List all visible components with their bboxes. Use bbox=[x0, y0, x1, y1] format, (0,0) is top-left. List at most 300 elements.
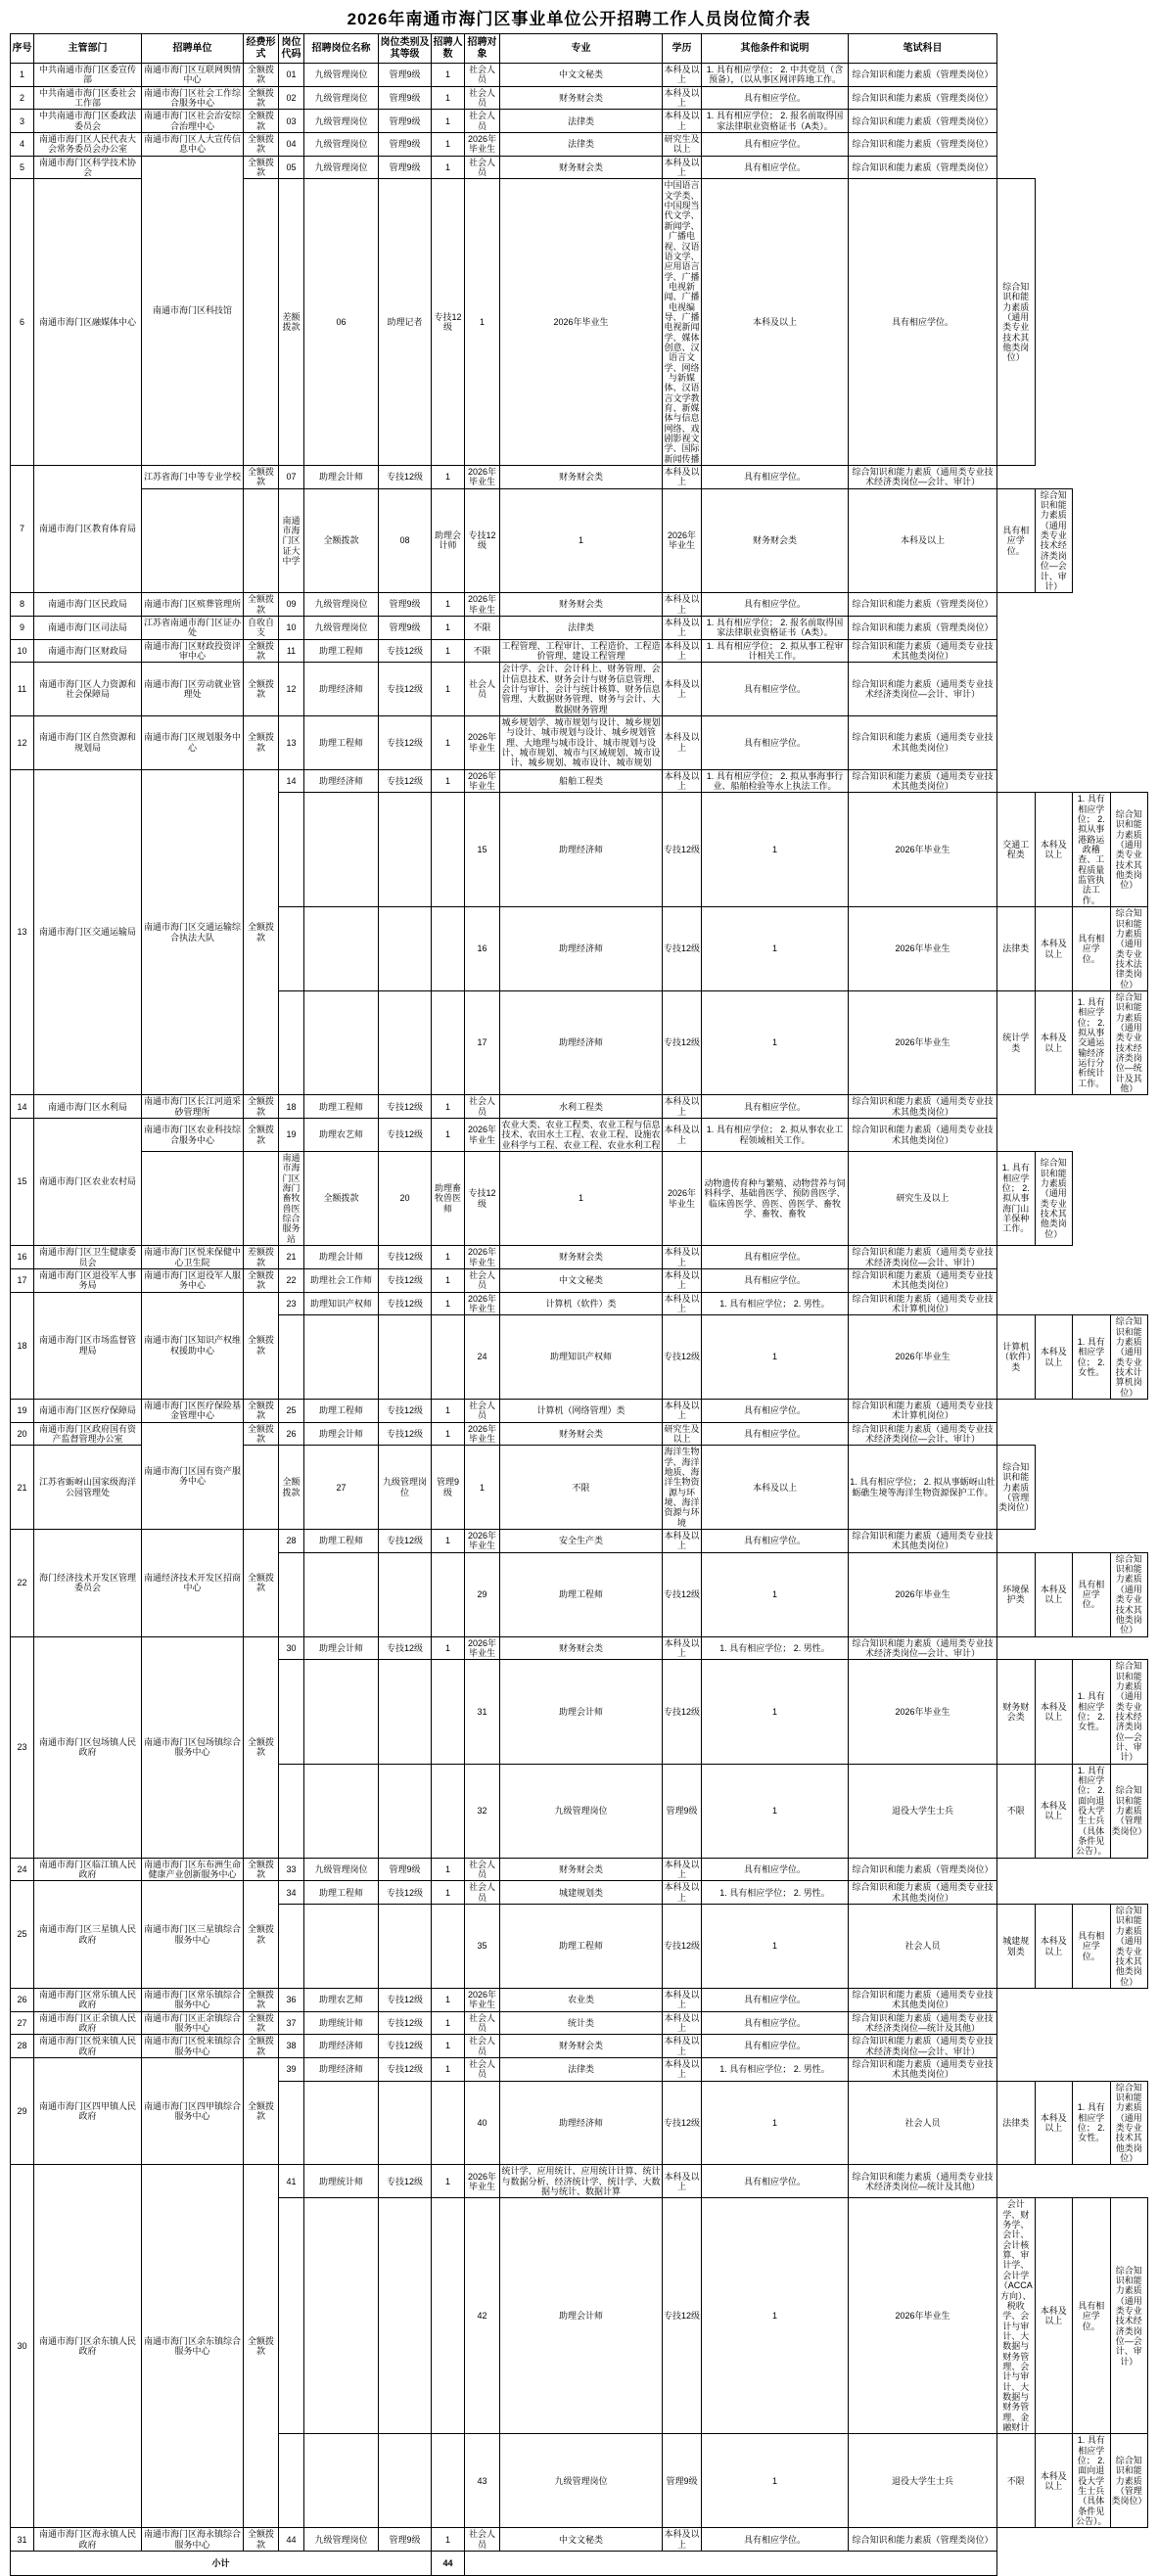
cell-other: 1. 具有相应学位； 2. 女性。 bbox=[1073, 2081, 1111, 2165]
cell-level: 专技12级 bbox=[379, 1246, 432, 1269]
cell-edu: 本科及以上 bbox=[1035, 2434, 1073, 2528]
cell-dept bbox=[304, 2081, 379, 2165]
cell-major: 财务财会类 bbox=[500, 86, 663, 110]
cell-level: 专技12级 bbox=[379, 715, 432, 769]
cell-post: 九级管理岗位 bbox=[304, 86, 379, 110]
cell-level: 专技12级 bbox=[379, 1292, 432, 1315]
cell-other: 具有相应学位。 bbox=[702, 86, 849, 110]
cell-unit bbox=[379, 1905, 432, 1989]
col-header-edu: 学历 bbox=[663, 34, 702, 64]
cell-fund: 全额拨款 bbox=[244, 769, 279, 1095]
cell-target: 2026年毕业生 bbox=[849, 1660, 997, 1764]
cell-fund: 全额拨款 bbox=[244, 1881, 279, 1988]
table-header-row bbox=[11, 34, 1148, 64]
cell-no bbox=[279, 990, 304, 1094]
cell-fund bbox=[432, 907, 465, 991]
col-header-post: 招聘岗位名称 bbox=[304, 34, 379, 64]
cell-target: 社会人员 bbox=[465, 156, 500, 179]
cell-fund: 全额拨款 bbox=[304, 488, 379, 592]
table-row bbox=[11, 466, 1148, 489]
cell-edu: 本科及以上 bbox=[664, 2058, 700, 2080]
cell-post: 助理会计师 bbox=[304, 466, 379, 489]
cell-level: 管理9级 bbox=[379, 1858, 432, 1881]
cell-code: 19 bbox=[279, 1119, 304, 1152]
cell-target: 2026年毕业生 bbox=[465, 1636, 500, 1660]
cell-unit: 南通市海门区人大宣传信息中心 bbox=[142, 133, 244, 157]
cell-unit bbox=[379, 990, 432, 1094]
table-row bbox=[11, 1246, 1148, 1269]
cell-post: 助理知识产权师 bbox=[304, 1292, 379, 1315]
table-body bbox=[11, 64, 1148, 2552]
cell-fund: 全额拨款 bbox=[244, 2165, 279, 2528]
cell-no bbox=[279, 1905, 304, 1989]
table-row bbox=[11, 488, 1148, 592]
cell-dept: 南通市海门区海永镇人民政府 bbox=[34, 2528, 142, 2552]
cell-other: 1. 具有相应学位； 2. 拟从事海门山羊保种工作。 bbox=[997, 1152, 1036, 1246]
table-row bbox=[11, 1422, 1148, 1446]
cell-fund: 全额拨款 bbox=[279, 1446, 304, 1530]
cell-post: 助理工程师 bbox=[500, 1552, 663, 1636]
cell-other: 具有相应学位。 bbox=[1073, 1905, 1111, 1989]
cell-level: 专技12级 bbox=[663, 1552, 702, 1636]
cell-exam: 综合知识和能力素质（通用类专业技术其他类岗位） bbox=[1110, 793, 1148, 907]
cell-major: 统计类 bbox=[500, 2011, 663, 2035]
cell-fund bbox=[432, 1315, 465, 1400]
cell-no: 13 bbox=[11, 769, 34, 1095]
cell-other: 具有相应学位。 bbox=[997, 488, 1036, 592]
cell-exam: 综合知识和能力素质（通用类专业技术经济类岗位—会计、审计） bbox=[849, 1636, 997, 1660]
cell-post: 助理经济师 bbox=[500, 2081, 663, 2165]
cell-major: 财务财会类 bbox=[997, 1660, 1036, 1764]
cell-dept: 南通市海门区科学技术协会 bbox=[34, 156, 142, 179]
cell-other: 具有相应学位。 bbox=[702, 715, 849, 769]
cell-dept: 南通市海门区三星镇人民政府 bbox=[34, 1881, 142, 1988]
cell-level: 管理9级 bbox=[379, 110, 432, 133]
cell-exam: 综合知识和能力素质（管理类岗位） bbox=[849, 2528, 997, 2552]
cell-major: 城乡规划学、城市规划与设计、城乡规划与设计、城市规划与设计、城乡规划管理、大地理与城市设计、城市规划与设计、城市规划、城市与区域规划、城市设计、城乡规划、城市设计、城市规划 bbox=[501, 716, 661, 768]
cell-unit bbox=[379, 2198, 432, 2434]
cell-no: 30 bbox=[11, 2165, 34, 2528]
cell-major: 水利工程类 bbox=[500, 1095, 663, 1119]
cell-fund: 全额拨款 bbox=[244, 1422, 279, 1446]
cell-target: 2026年毕业生 bbox=[500, 179, 663, 466]
cell-target: 社会人员 bbox=[465, 2035, 500, 2058]
cell-dept: 海门经济技术开发区管理委员会 bbox=[34, 1530, 142, 1636]
cell-code: 42 bbox=[465, 2198, 500, 2434]
total-blank bbox=[465, 2552, 997, 2576]
cell-unit: 南通市海门区互联网舆情中心 bbox=[142, 64, 244, 87]
cell-code: 23 bbox=[279, 1292, 304, 1315]
cell-major: 农业类 bbox=[500, 1988, 663, 2011]
cell-major: 中文文秘类 bbox=[500, 2528, 663, 2552]
cell-code: 18 bbox=[279, 1095, 304, 1119]
total-label: 小计 bbox=[11, 2552, 432, 2576]
cell-exam: 综合知识和能力素质（管理类岗位） bbox=[1110, 2434, 1148, 2528]
cell-post: 九级管理岗位 bbox=[379, 1446, 432, 1530]
cell-post: 助理会计师 bbox=[304, 1422, 379, 1446]
cell-unit: 南通市海门区社会治安综合治理中心 bbox=[142, 110, 244, 133]
cell-exam: 综合知识和能力素质（通用类专业技术其他类岗位） bbox=[1110, 2081, 1148, 2165]
cell-post: 助理经济师 bbox=[500, 907, 663, 991]
cell-major: 船舶工程类 bbox=[500, 769, 663, 793]
cell-code: 44 bbox=[279, 2528, 304, 2552]
cell-dept: 中共南通市海门区委社会工作部 bbox=[34, 86, 142, 110]
cell-edu: 本科及以上 bbox=[1035, 990, 1073, 1094]
cell-other: 具有相应学位。 bbox=[702, 156, 849, 179]
cell-dept: 南通市海门区人力资源和社会保障局 bbox=[34, 663, 142, 716]
cell-level: 专技12级 bbox=[663, 2198, 702, 2434]
table-row bbox=[11, 1119, 1148, 1152]
cell-post: 助理工程师 bbox=[500, 1905, 663, 1989]
col-header-unit: 招聘单位 bbox=[142, 34, 244, 64]
cell-target: 2026年毕业生 bbox=[465, 769, 500, 793]
cell-dept: 南通市海门区水利局 bbox=[34, 1095, 142, 1119]
cell-other: 具有相应学位。 bbox=[702, 663, 849, 716]
table-row bbox=[11, 769, 1148, 793]
cell-num: 1 bbox=[702, 2081, 849, 2165]
cell-edu: 本科及以上 bbox=[1035, 2081, 1073, 2165]
col-header-fund: 经费形式 bbox=[244, 34, 279, 64]
cell-target: 不限 bbox=[500, 1446, 663, 1530]
cell-unit bbox=[379, 1764, 432, 1858]
cell-edu: 本科及以上 bbox=[664, 1400, 700, 1421]
cell-exam: 综合知识和能力素质（管理类岗位） bbox=[849, 616, 997, 639]
cell-edu: 本科及以上 bbox=[663, 715, 702, 769]
cell-dept bbox=[304, 1660, 379, 1764]
cell-unit bbox=[379, 907, 432, 991]
table-row bbox=[11, 2057, 1148, 2081]
cell-num: 1 bbox=[432, 133, 465, 157]
cell-major: 会计学、会计、会计科上、财务管理、会计信息技术、财务会计与财务信息管理、会计与审计、会计与统计核算、财务信息管理、大数据财务管理、财务与会计、大数据财务管理 bbox=[501, 664, 661, 714]
cell-num: 1 bbox=[702, 907, 849, 991]
cell-code: 43 bbox=[465, 2434, 500, 2528]
cell-num: 1 bbox=[702, 1764, 849, 1858]
cell-major: 环境保护类 bbox=[997, 1552, 1036, 1636]
cell-target: 退役大学生士兵 bbox=[849, 2434, 997, 2528]
cell-fund: 全额拨款 bbox=[304, 1152, 379, 1246]
cell-no: 22 bbox=[11, 1530, 34, 1636]
cell-code: 29 bbox=[465, 1552, 500, 1636]
cell-edu: 本科及以上 bbox=[849, 488, 997, 592]
cell-edu: 本科及以上 bbox=[1035, 1660, 1073, 1764]
cell-unit: 南通市海门区退役军人服务中心 bbox=[142, 1268, 244, 1292]
cell-unit: 南通市海门区财政投资评审中心 bbox=[142, 639, 244, 663]
cell-fund: 自收自支 bbox=[244, 616, 279, 639]
cell-level: 专技12级 bbox=[379, 1119, 432, 1152]
cell-no: 18 bbox=[11, 1292, 34, 1399]
cell-major: 财务财会类 bbox=[500, 2035, 663, 2058]
cell-other: 1. 具有相应学位； 2. 拟从事交通运输经济运行分析统计工作。 bbox=[1073, 990, 1111, 1094]
cell-code: 15 bbox=[465, 793, 500, 907]
col-header-code: 岗位代码 bbox=[279, 34, 304, 64]
cell-code: 32 bbox=[465, 1764, 500, 1858]
cell-dept: 南通市海门区人民代表大会常务委员会办公室 bbox=[34, 133, 142, 157]
page-title: 2026年南通市海门区事业单位公开招聘工作人员岗位简介表 bbox=[347, 10, 811, 28]
cell-dept: 南通市海门区余东镇人民政府 bbox=[34, 2165, 142, 2528]
cell-code: 38 bbox=[279, 2035, 304, 2058]
cell-post: 助理会计师 bbox=[500, 2198, 663, 2434]
cell-dept: 中共南通市海门区委宣传部 bbox=[34, 64, 142, 87]
cell-major: 统计学类 bbox=[997, 990, 1036, 1094]
cell-num: 1 bbox=[432, 616, 465, 639]
cell-code: 31 bbox=[465, 1660, 500, 1764]
cell-target: 2026年毕业生 bbox=[465, 1119, 500, 1152]
cell-level: 专技12级 bbox=[663, 990, 702, 1094]
cell-no: 14 bbox=[11, 1095, 34, 1119]
cell-major: 法律类 bbox=[500, 2057, 663, 2081]
cell-num: 1 bbox=[432, 663, 465, 716]
cell-target: 社会人员 bbox=[465, 1399, 500, 1422]
cell-level: 管理9级 bbox=[379, 593, 432, 617]
cell-num: 1 bbox=[432, 1399, 465, 1422]
cell-edu: 本科及以上 bbox=[664, 65, 700, 85]
cell-unit bbox=[379, 1552, 432, 1636]
cell-exam: 综合知识和能力素质（通用类专业技术其他类岗位） bbox=[1110, 1552, 1148, 1636]
cell-dept bbox=[304, 2434, 379, 2528]
cell-major: 财务财会类 bbox=[500, 1858, 663, 1881]
cell-edu: 本科及以上 bbox=[664, 594, 700, 615]
cell-target: 不限 bbox=[465, 639, 500, 663]
cell-post: 九级管理岗位 bbox=[304, 156, 379, 179]
cell-post: 九级管理岗位 bbox=[304, 1858, 379, 1881]
cell-other: 具有相应学位。 bbox=[702, 1399, 849, 1422]
cell-num: 1 bbox=[432, 1530, 465, 1553]
cell-other: 具有相应学位。 bbox=[702, 1530, 849, 1553]
cell-num: 1 bbox=[432, 110, 465, 133]
cell-other: 具有相应学位。 bbox=[702, 1095, 849, 1119]
cell-level: 专技12级 bbox=[663, 1660, 702, 1764]
cell-post: 九级管理岗位 bbox=[304, 110, 379, 133]
cell-exam: 综合知识和能力素质（管理类岗位） bbox=[849, 593, 997, 617]
cell-level: 专技12级 bbox=[465, 488, 500, 592]
cell-level: 管理9级 bbox=[379, 133, 432, 157]
cell-dept: 南通市海门区常乐镇人民政府 bbox=[34, 1988, 142, 2011]
cell-target: 社会人员 bbox=[465, 1095, 500, 1119]
cell-unit: 南通市海门区社会工作综合服务中心 bbox=[142, 86, 244, 110]
cell-dept: 南通市海门区医疗保障局 bbox=[34, 1399, 142, 1422]
cell-code: 04 bbox=[279, 133, 304, 157]
cell-target: 2026年毕业生 bbox=[465, 1292, 500, 1315]
cell-other: 1. 具有相应学位； 2. 中共党员（含预备），（以从事区网评阵地工作。 bbox=[702, 64, 849, 87]
cell-major: 会计学、财务学、会计、会计核算、审计学、会计学（ACCA方向）、税收学、会计与审计、大数据与财务管理、会计与审计、大数据与财务管理、金融财计 bbox=[997, 2198, 1036, 2434]
table-row bbox=[11, 2035, 1148, 2058]
cell-fund bbox=[432, 1764, 465, 1858]
cell-num: 1 bbox=[432, 715, 465, 769]
cell-other: 具有相应学位。 bbox=[702, 2035, 849, 2058]
cell-dept: 南通市海门区正余镇人民政府 bbox=[34, 2011, 142, 2035]
cell-code: 36 bbox=[279, 1988, 304, 2011]
table-row bbox=[11, 1152, 1148, 1246]
cell-num: 1 bbox=[432, 1881, 465, 1905]
cell-other: 具有相应学位。 bbox=[702, 2528, 849, 2552]
cell-major: 不限 bbox=[997, 1764, 1036, 1858]
table-row bbox=[11, 639, 1148, 663]
cell-target: 2026年毕业生 bbox=[465, 2165, 500, 2198]
cell-fund: 全额拨款 bbox=[244, 86, 279, 110]
cell-no: 17 bbox=[11, 1268, 34, 1292]
cell-code: 06 bbox=[304, 179, 379, 466]
cell-exam: 综合知识和能力素质（通用类专业技术计算机岗位） bbox=[1110, 1315, 1148, 1400]
cell-target: 社会人员 bbox=[465, 1881, 500, 1905]
cell-target: 2026年毕业生 bbox=[465, 593, 500, 617]
cell-num: 1 bbox=[432, 769, 465, 793]
cell-code: 03 bbox=[279, 110, 304, 133]
cell-target: 社会人员 bbox=[849, 1905, 997, 1989]
cell-target: 2026年毕业生 bbox=[465, 1530, 500, 1553]
cell-edu: 本科及以上 bbox=[664, 1637, 700, 1658]
cell-level: 管理9级 bbox=[379, 156, 432, 179]
cell-code: 16 bbox=[465, 907, 500, 991]
cell-fund: 全额拨款 bbox=[244, 2011, 279, 2035]
cell-other: 具有相应学位。 bbox=[702, 2165, 849, 2198]
cell-post: 助理畜牧兽医师 bbox=[432, 1152, 465, 1246]
cell-num: 1 bbox=[432, 2165, 465, 2198]
cell-unit: 南通市海门区殡葬管理所 bbox=[142, 593, 244, 617]
cell-post: 助理经济师 bbox=[500, 990, 663, 1094]
cell-unit bbox=[244, 179, 279, 466]
cell-num: 1 bbox=[500, 488, 663, 592]
cell-code: 09 bbox=[279, 593, 304, 617]
cell-post: 助理经济师 bbox=[500, 793, 663, 907]
cell-unit: 南通市海门区正余镇综合服务中心 bbox=[142, 2011, 244, 2035]
cell-code: 14 bbox=[279, 769, 304, 793]
cell-unit: 南通经济技术开发区招商中心 bbox=[142, 1530, 244, 1636]
cell-num: 1 bbox=[702, 2198, 849, 2434]
cell-post: 助理工程师 bbox=[304, 639, 379, 663]
cell-post: 助理会计师 bbox=[304, 1246, 379, 1269]
cell-unit: 南通市海门区悦来镇综合服务中心 bbox=[142, 2035, 244, 2058]
cell-unit: 南通市海门区交通运输综合执法大队 bbox=[142, 769, 244, 1095]
cell-fund: 全额拨款 bbox=[244, 1268, 279, 1292]
cell-level: 专技12级 bbox=[379, 2165, 432, 2198]
cell-other: 具有相应学位。 bbox=[702, 133, 849, 157]
cell-edu: 本科及以上 bbox=[664, 111, 700, 131]
col-header-other: 其他条件和说明 bbox=[702, 34, 849, 64]
cell-major: 城建规划类 bbox=[997, 1905, 1036, 1989]
col-header-dept: 主管部门 bbox=[34, 34, 142, 64]
cell-edu: 本科及以上 bbox=[664, 1293, 700, 1313]
cell-dept bbox=[304, 1315, 379, 1400]
cell-edu: 本科及以上 bbox=[664, 770, 700, 792]
cell-post: 助理工程师 bbox=[304, 1095, 379, 1119]
cell-exam: 综合知识和能力素质（管理类岗位） bbox=[1110, 1764, 1148, 1858]
cell-code: 08 bbox=[379, 488, 432, 592]
cell-exam: 综合知识和能力素质（通用类专业技术其他类岗位） bbox=[849, 1988, 997, 2011]
cell-no: 9 bbox=[11, 616, 34, 639]
cell-other: 1. 具有相应学位； 2. 女性。 bbox=[1073, 1660, 1111, 1764]
cell-unit: 南通市海门区包场镇综合服务中心 bbox=[142, 1636, 244, 1858]
cell-level: 专技12级 bbox=[379, 2035, 432, 2058]
cell-no bbox=[279, 1552, 304, 1636]
cell-edu: 本科及以上 bbox=[664, 157, 700, 178]
table-row bbox=[11, 86, 1148, 110]
cell-exam: 综合知识和能力素质（管理类岗位） bbox=[849, 156, 997, 179]
cell-dept: 南通市海门区退役军人事务局 bbox=[34, 1268, 142, 1292]
cell-target: 2026年毕业生 bbox=[465, 1422, 500, 1446]
cell-major: 计算机（网络管理）类 bbox=[500, 1399, 663, 1422]
cell-major: 农业大类、农业工程类、农业工程与信息技术、农田水土工程、农业工程、设施农业科学与工程、农业工程、农业水利工程 bbox=[501, 1120, 661, 1150]
cell-unit: 南通市海门区农业科技综合服务中心 bbox=[142, 1119, 244, 1152]
cell-unit: 南通市海门区长江河道采砂管理所 bbox=[142, 1095, 244, 1119]
cell-num: 1 bbox=[500, 1152, 663, 1246]
cell-edu: 本科及以上 bbox=[664, 617, 700, 638]
cell-target: 2026年毕业生 bbox=[465, 1988, 500, 2011]
cell-exam: 综合知识和能力素质（通用类专业技术经济类岗位—会计、审计） bbox=[849, 466, 997, 489]
cell-edu: 研究生及以上 bbox=[664, 1423, 700, 1444]
cell-post: 助理经济师 bbox=[304, 2057, 379, 2081]
cell-post: 助理记者 bbox=[379, 179, 432, 466]
cell-level: 专技12级 bbox=[379, 1530, 432, 1553]
table-row bbox=[11, 1292, 1148, 1315]
cell-fund: 全额拨款 bbox=[244, 1530, 279, 1636]
cell-fund bbox=[432, 1660, 465, 1764]
cell-major: 法律类 bbox=[500, 110, 663, 133]
cell-no: 15 bbox=[11, 1119, 34, 1246]
cell-major: 计算机（软件）类 bbox=[500, 1292, 663, 1315]
cell-exam: 综合知识和能力素质（通用类专业技术其他类岗位） bbox=[997, 179, 1036, 466]
cell-other: 具有相应学位。 bbox=[702, 466, 849, 489]
cell-code: 10 bbox=[279, 616, 304, 639]
cell-target: 社会人员 bbox=[465, 64, 500, 87]
cell-edu: 本科及以上 bbox=[1035, 1315, 1073, 1400]
cell-exam: 综合知识和能力素质（管理类岗位） bbox=[849, 64, 997, 87]
cell-post: 九级管理岗位 bbox=[304, 616, 379, 639]
cell-fund: 差额拨款 bbox=[279, 179, 304, 466]
cell-major: 财务财会类 bbox=[702, 488, 849, 592]
cell-dept bbox=[244, 488, 279, 592]
cell-code: 37 bbox=[279, 2011, 304, 2035]
cell-target: 2026年毕业生 bbox=[465, 715, 500, 769]
cell-code: 28 bbox=[279, 1530, 304, 1553]
cell-major: 统计学、应用统计、应用统计计算、统计与数据分析、经济统计学、统计学、大数据与统计、数据计算 bbox=[501, 2166, 661, 2197]
cell-exam: 综合知识和能力素质（通用类专业技术其他类岗位） bbox=[849, 2057, 997, 2081]
cell-unit bbox=[244, 1446, 279, 1530]
cell-code: 11 bbox=[279, 639, 304, 663]
cell-target: 2026年毕业生 bbox=[849, 793, 997, 907]
cell-num: 1 bbox=[702, 1905, 849, 1989]
cell-major: 财务财会类 bbox=[500, 1422, 663, 1446]
cell-code: 39 bbox=[279, 2057, 304, 2081]
cell-unit: 南通市海门区海永镇综合服务中心 bbox=[142, 2528, 244, 2552]
cell-other: 具有相应学位。 bbox=[702, 2011, 849, 2035]
cell-exam: 综合知识和能力素质（通用类专业技术经济类岗位—会计、审计） bbox=[1110, 2198, 1148, 2434]
cell-code: 22 bbox=[279, 1268, 304, 1292]
cell-exam: 综合知识和能力素质（通用类专业技术计算机岗位） bbox=[849, 1399, 997, 1422]
cell-other: 具有相应学位。 bbox=[702, 1268, 849, 1292]
cell-unit bbox=[379, 1660, 432, 1764]
cell-fund: 全额拨款 bbox=[244, 2057, 279, 2164]
cell-edu: 本科及以上 bbox=[664, 1096, 700, 1117]
cell-exam: 综合知识和能力素质（通用类专业技术经济类岗位—会计、审计） bbox=[849, 1422, 997, 1446]
cell-level: 专技12级 bbox=[379, 466, 432, 489]
cell-code: 01 bbox=[279, 64, 304, 87]
cell-code: 21 bbox=[279, 1246, 304, 1269]
cell-target: 退役大学生士兵 bbox=[849, 1764, 997, 1858]
cell-other: 具有相应学位。 bbox=[1073, 1552, 1111, 1636]
cell-post: 助理统计师 bbox=[304, 2011, 379, 2035]
cell-unit: 江苏省南通市海门区证办处 bbox=[142, 616, 244, 639]
cell-unit: 江苏省海门中等专业学校 bbox=[142, 466, 244, 489]
cell-dept: 南通市海门区四甲镇人民政府 bbox=[34, 2057, 142, 2164]
cell-edu: 本科及以上 bbox=[1035, 793, 1073, 907]
cell-unit bbox=[379, 1315, 432, 1400]
col-header-level: 岗位类别及其等级 bbox=[379, 34, 432, 64]
cell-code: 12 bbox=[279, 663, 304, 716]
cell-no: 3 bbox=[11, 110, 34, 133]
cell-major: 财务财会类 bbox=[500, 593, 663, 617]
cell-no: 24 bbox=[11, 1858, 34, 1881]
cell-no bbox=[279, 907, 304, 991]
